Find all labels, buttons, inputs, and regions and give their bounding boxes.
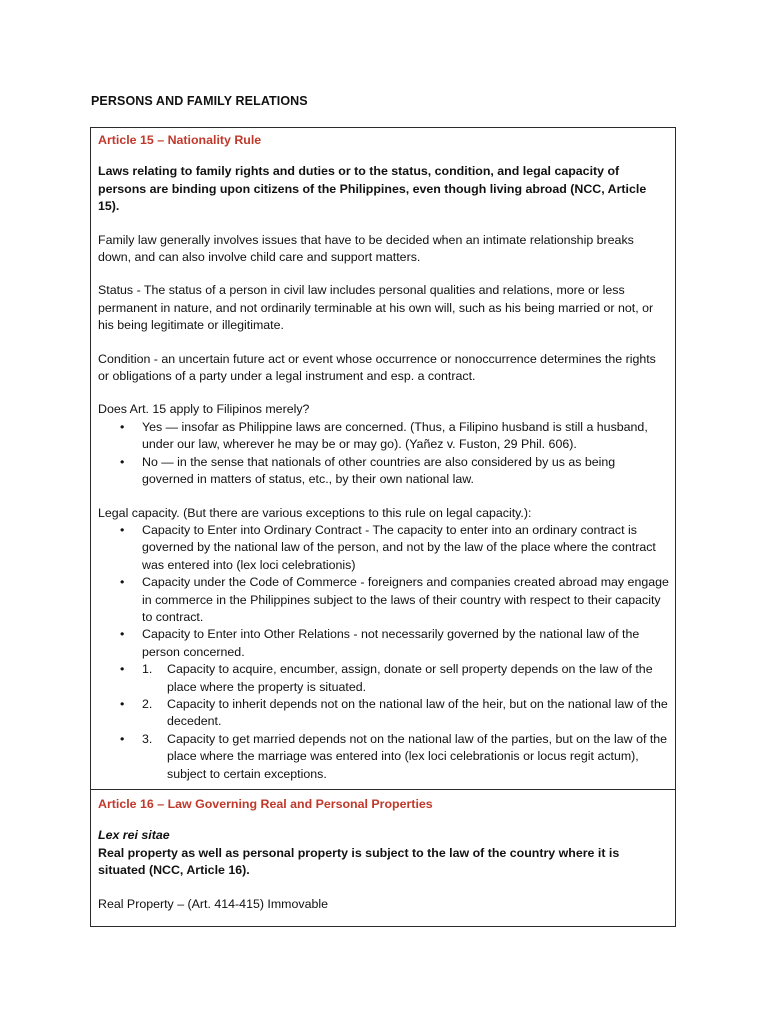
condition-definition: Condition - an uncertain future act or event whose occurrence or nonoccurrence determines the rights or obligations of a party under a legal instrument and esp. a contract.: [98, 351, 656, 384]
row-divider: [91, 789, 675, 790]
article-15-heading: Article 15 – Nationality Rule: [98, 133, 262, 147]
numbered-item: [98, 661, 669, 696]
numbered-item: [98, 696, 669, 731]
other-relations-list: [142, 661, 669, 783]
lex-rei-sitae-subheading: Lex rei sitae: [98, 828, 170, 843]
item-text: Capacity to acquire, encumber, assign, donate or sell property depends on the law of the place where the property is situated.: [167, 662, 653, 694]
article-15-rule: Laws relating to family rights and duties or to the status, condition, and legal capacity of persons are binding upon citizens of the Philippines, even though living abroad (NCC, Article 15).: [98, 164, 647, 214]
family-law-paragraph: Family law generally involves issues that have to be decided when an intimate relationship breaks down, and can also involve child care and support matters.: [98, 232, 634, 265]
question-text: Does Art. 15 apply to Filipinos merely?: [98, 402, 310, 417]
list-item-text: Capacity to Enter into Other Relations - not necessarily governed by the national law of the person concerned.: [142, 627, 640, 659]
item-number: • 2.: [142, 696, 153, 711]
list-item: [98, 626, 669, 783]
item-number: • 1.: [142, 662, 153, 677]
status-definition: Status - The status of a person in civil law includes personal qualities and relations, more or less permanent in nature, and not ordinarily terminable at his own will, such as his being married or not, or his being legitimate or illegitimate.: [98, 283, 654, 333]
article-16-heading: Article 16 – Law Governing Real and Personal Properties: [98, 797, 433, 811]
page-title: PERSONS AND FAMILY RELATIONS: [91, 94, 308, 108]
item-number: • 3.: [142, 731, 153, 746]
list-item: • Capacity under the Code of Commerce - foreigners and companies created abroad may engage in commerce in the Philippines subject to the laws of their country with respect to their capacity to contract.: [98, 574, 669, 626]
list-item: • Capacity to Enter into Ordinary Contract - The capacity to enter into an ordinary contract is governed by the national law of the person, and not by the law of the place where the contract was entered into (lex loci celebrationis): [98, 522, 669, 574]
list-item: • No — in the sense that nationals of other countries are also considered by us as being governed in matters of status, etc., by their own national law.: [98, 454, 669, 489]
item-text: Capacity to get married depends not on the national law of the parties, but on the law of the place where the marriage was entered into (lex loci celebrationis or locus regit actum), subject to certain exceptions.: [167, 731, 668, 781]
article-16-rule: Real property as well as personal property is subject to the law of the country where it is situated (NCC, Article 16).: [98, 845, 620, 878]
list-item: • Yes — insofar as Philippine laws are concerned. (Thus, a Filipino husband is still a husband, under our law, wherever he may be or may go). (Yañez v. Fuston, 29 Phil. 606).: [98, 419, 669, 454]
article-15-cell: [98, 132, 669, 783]
item-text: Capacity to inherit depends not on the national law of the heir, but on the national law of the decedent.: [167, 696, 668, 729]
real-property-line: Real Property – (Art. 414-415) Immovable: [98, 896, 329, 911]
article-table: [90, 127, 676, 927]
capacity-list: [98, 522, 669, 783]
numbered-item: [98, 731, 669, 783]
legal-capacity-intro: Legal capacity. (But there are various exceptions to this rule on legal capacity.):: [98, 505, 532, 520]
answer-list: [98, 419, 669, 489]
article-16-cell: [98, 796, 669, 913]
